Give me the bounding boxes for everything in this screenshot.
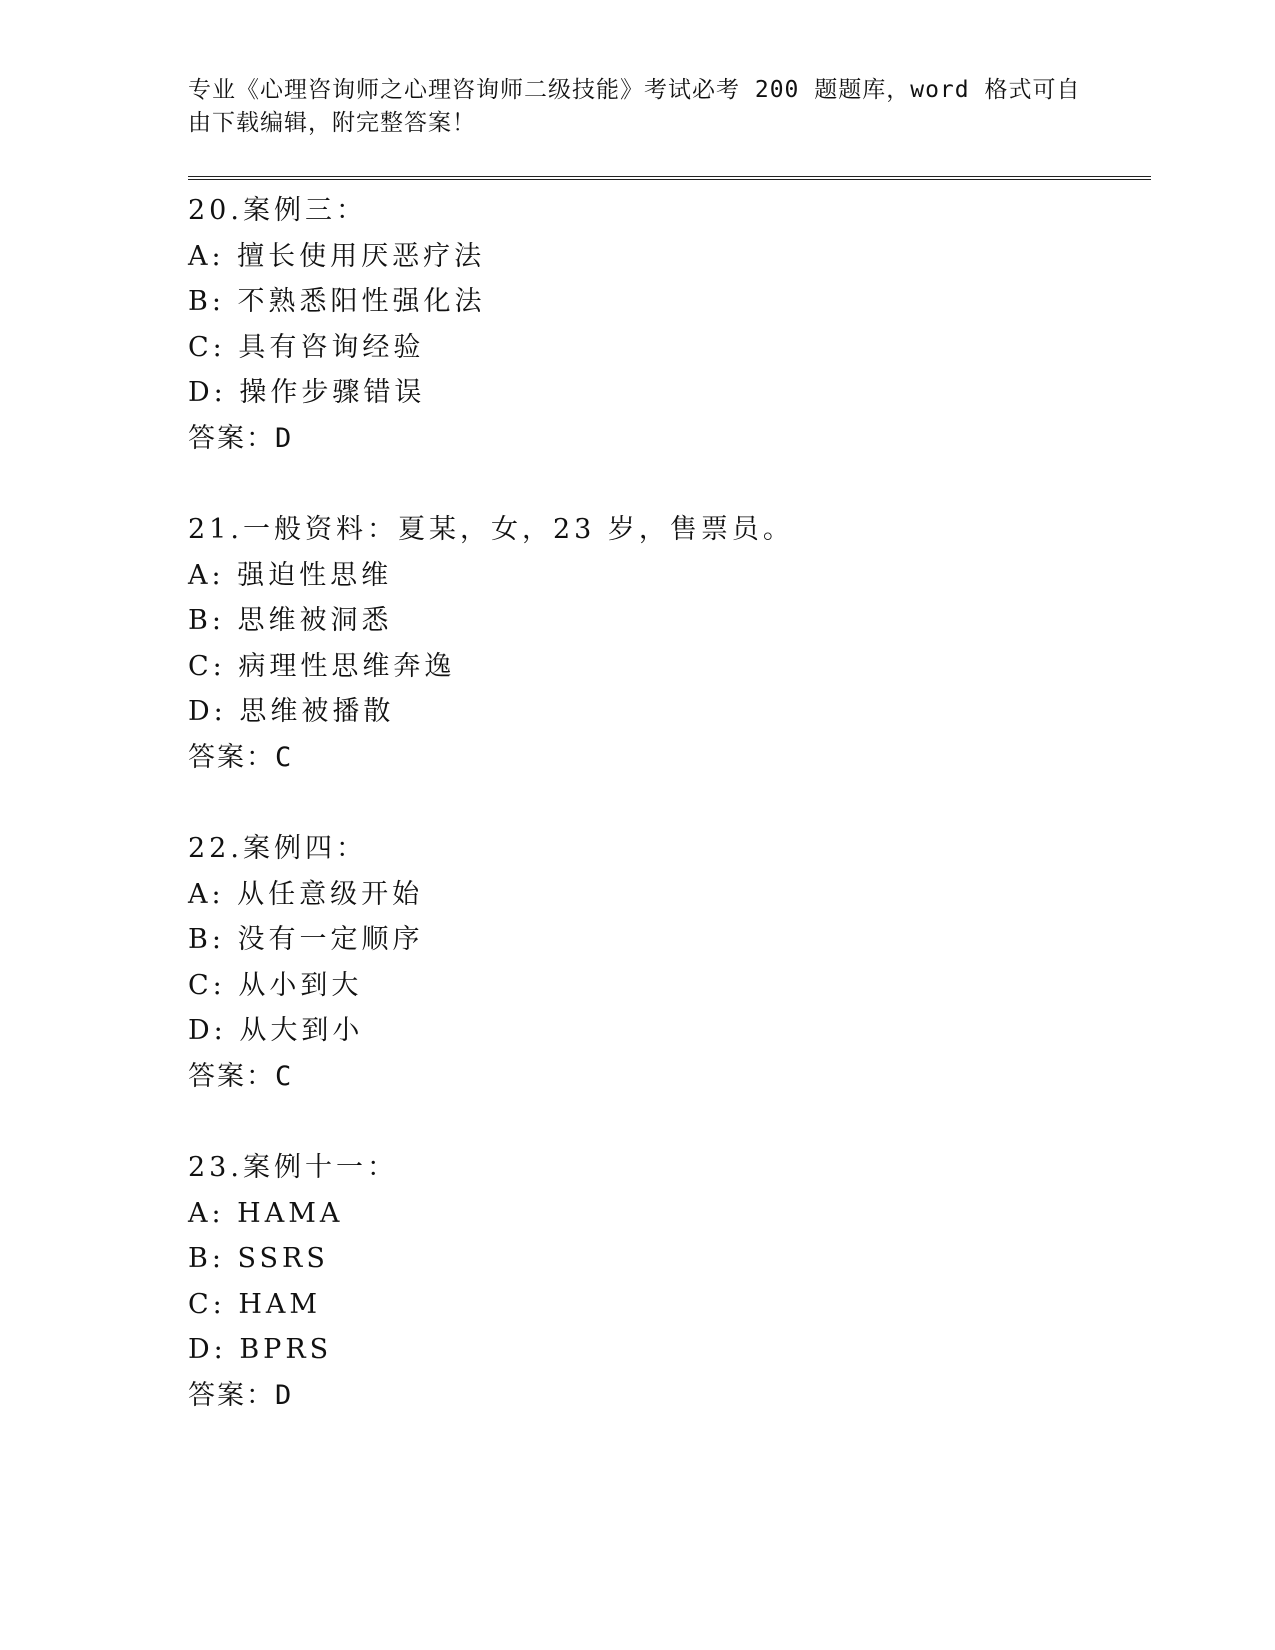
question-21 [188,507,1128,780]
option-b: B: 没有一定顺序 [188,924,424,955]
answer-line: 答案：C [188,1060,294,1092]
question-title: 23.案例十一： [188,1152,398,1183]
option-d: D: 操作步骤错误 [188,377,426,408]
option-c: C: 具有咨询经验 [188,331,425,363]
question-list [188,188,1128,1464]
option-b: B: SSRS [188,1243,329,1274]
option-c: C: 从小到大 [188,969,363,1001]
option-c: C: HAM [188,1288,322,1320]
answer-line: 答案：D [188,1379,294,1411]
question-title: 22.案例四： [188,833,367,864]
option-b: B: 思维被洞悉 [188,605,393,636]
option-a: A: 从任意级开始 [188,878,424,910]
question-22 [188,826,1128,1099]
option-a: A: 擅长使用厌恶疗法 [188,240,486,272]
header-line-2: 由下载编辑，附完整答案！ [188,110,476,136]
question-title: 21.一般资料：夏某，女，23 岁，售票员。 [188,514,794,545]
option-d: D: BPRS [188,1334,333,1365]
option-d: D: 从大到小 [188,1015,364,1046]
question-23 [188,1145,1128,1418]
question-title: 20.案例三： [188,195,367,226]
answer-line: 答案：C [188,741,294,773]
question-20 [188,188,1128,461]
double-rule-divider [188,176,1151,180]
answer-line: 答案：D [188,422,294,454]
option-d: D: 思维被播散 [188,696,395,727]
option-c: C: 病理性思维奔逸 [188,650,456,682]
document-header [188,74,1081,140]
option-b: B: 不熟悉阳性强化法 [188,286,486,317]
header-line-1: 专业《心理咨询师之心理咨询师二级技能》考试必考 200 题题库，word 格式可自 [188,77,1081,103]
option-a: A: HAMA [188,1197,344,1229]
option-a: A: 强迫性思维 [188,559,393,591]
